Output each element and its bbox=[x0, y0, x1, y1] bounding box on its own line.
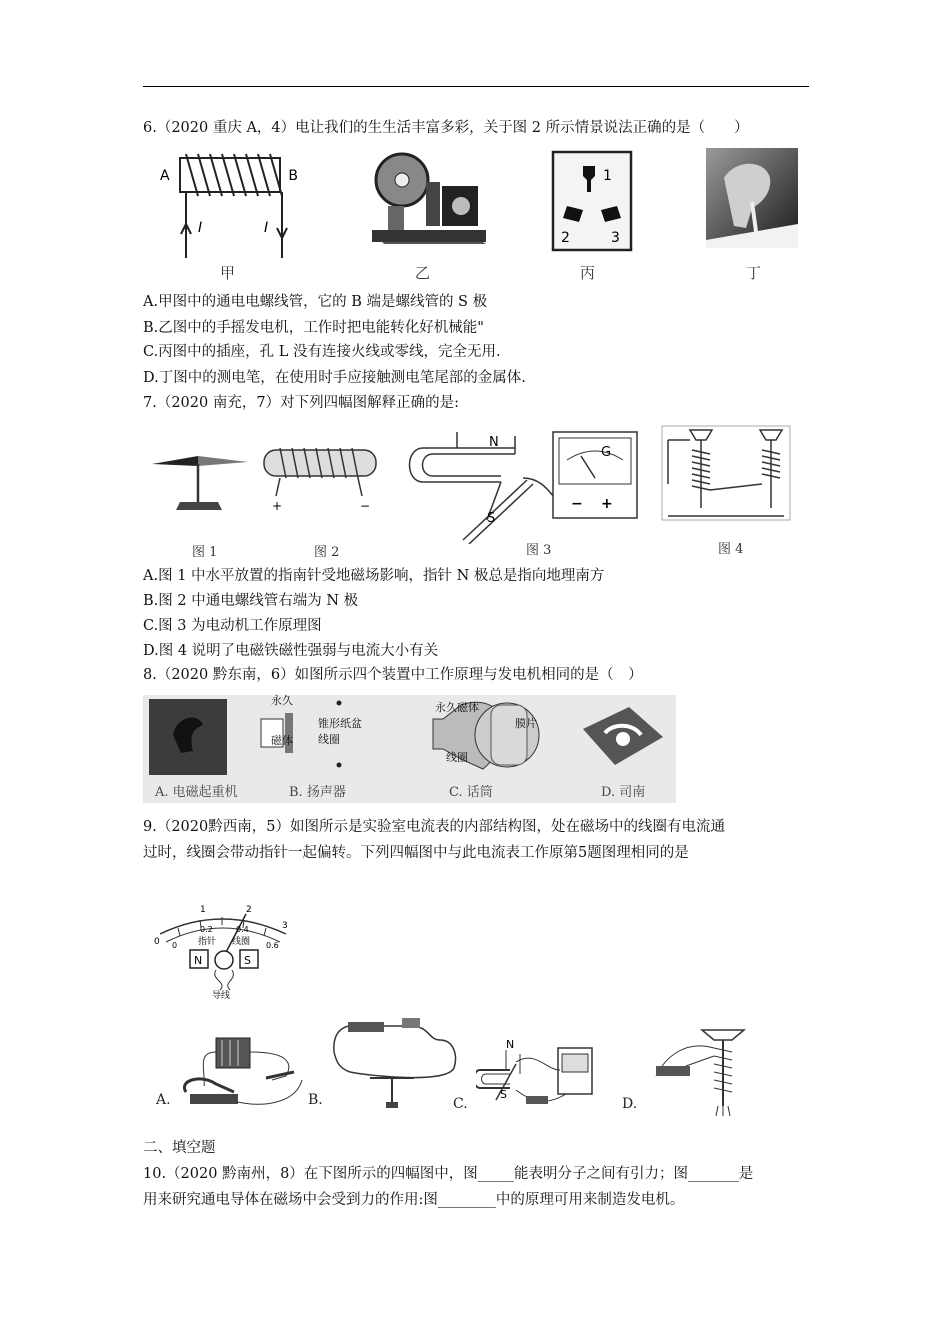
q9-option-d-label: D. bbox=[622, 1096, 638, 1112]
q6-figure-solenoid bbox=[148, 146, 298, 266]
q8-stem: 8.（2020 黔东南，6）如图所示四个装置中工作原理与发电机相同的是（ ） bbox=[143, 667, 643, 683]
s-pole-label: S bbox=[487, 511, 496, 526]
s-pole-label: S bbox=[244, 954, 251, 967]
q6-option-c: C.丙图中的插座，孔 L 没有连接火线或零线，完全无用. bbox=[143, 344, 501, 360]
q7-figure-coil bbox=[258, 440, 382, 518]
magnet-label-1: 永久 bbox=[271, 694, 293, 707]
header-rule bbox=[143, 86, 809, 87]
q7-figure-electromagnets bbox=[660, 424, 792, 524]
q9-option-c-label: C. bbox=[453, 1096, 468, 1112]
label-b: B bbox=[288, 168, 298, 184]
meter-tick-2: 2 bbox=[246, 905, 252, 915]
q9-stem-line1: 9.（2020黔西南，5）如图所示是实验室电流表的内部结构图，处在磁场中的线圈有电流通 bbox=[143, 819, 725, 835]
label-a: A bbox=[160, 168, 170, 184]
q9-option-c-figure bbox=[476, 1040, 606, 1116]
q6-option-d: D.丁图中的测电笔，在使用时手应接触测电笔尾部的金属体. bbox=[143, 370, 526, 386]
socket-hole-2: 2 bbox=[561, 230, 570, 246]
caption-bing: 丙 bbox=[580, 264, 596, 282]
label-i2: I bbox=[264, 220, 269, 236]
svg-text:+: + bbox=[601, 496, 613, 512]
n-pole-label: N bbox=[194, 954, 203, 967]
q10-line1: 10.（2020 黔南州，8）在下图所示的四幅图中，图_____能表明分子之间有引力；图_______是 bbox=[143, 1166, 754, 1182]
q8-caption-d: D. 司南 bbox=[601, 785, 646, 800]
magnet-label-3: 永久磁体 bbox=[435, 701, 479, 714]
meter-tick-1: 1 bbox=[200, 905, 206, 915]
c-n-label: N bbox=[506, 1040, 515, 1051]
caption-fig2: 图 2 bbox=[314, 545, 340, 560]
meter-tick-3: 3 bbox=[282, 921, 288, 931]
q7-option-c: C.图 3 为电动机工作原理图 bbox=[143, 618, 322, 634]
q8-caption-a: A. 电磁起重机 bbox=[155, 785, 238, 800]
wire-label: 导线 bbox=[212, 991, 231, 1000]
c-s-label: S bbox=[500, 1088, 507, 1101]
section-title: 二、填空题 bbox=[143, 1140, 216, 1156]
q6-stem: 6.（2020 重庆 A，4）电让我们的生生活丰富多彩，关于图 2 所示情景说法正确的是（ ） bbox=[143, 120, 749, 136]
caption-fig4: 图 4 bbox=[718, 542, 744, 557]
meter-scale-06: 0.6 bbox=[266, 941, 279, 950]
q7-figure-galvanometer bbox=[405, 428, 640, 544]
meter-scale-04: 0.4 bbox=[236, 925, 249, 934]
q7-option-d: D.图 4 说明了电磁铁磁性强弱与电流大小有关 bbox=[143, 643, 439, 659]
q9-option-a-figure bbox=[176, 1032, 306, 1112]
q6-option-b: B.乙图中的手摇发电机，工作时把电能转化好机械能" bbox=[143, 320, 484, 336]
q6-option-a: A.甲图中的通电电螺线管，它的 B 端是螺线管的 S 极 bbox=[143, 294, 488, 310]
caption-fig1: 图 1 bbox=[192, 545, 218, 560]
socket-hole-3: 3 bbox=[611, 230, 620, 246]
q6-figure-socket bbox=[551, 150, 633, 252]
q9-stem-line2: 过时，线圈会带动指针一起偏转。下列四幅图中与此电流表工作原第5题图理相同的是 bbox=[143, 845, 689, 861]
meter-scale-02: 0.2 bbox=[200, 925, 213, 934]
q9-option-a-label: A. bbox=[156, 1092, 171, 1108]
caption-ding: 丁 bbox=[746, 264, 762, 282]
magnet-label-2: 磁体 bbox=[271, 734, 293, 747]
q8-caption-c: C. 话筒 bbox=[449, 785, 493, 800]
plus-label: + bbox=[272, 499, 283, 513]
caption-jia: 甲 bbox=[220, 264, 236, 282]
pointer-label: 指针 bbox=[198, 937, 217, 947]
coil-label: 线圈 bbox=[232, 937, 251, 947]
caption-yi: 乙 bbox=[415, 264, 431, 282]
coil-label: 线圈 bbox=[318, 733, 340, 746]
q9-figure-ammeter-structure bbox=[150, 898, 296, 1000]
meter-scale-0: 0 bbox=[172, 941, 178, 950]
q7-option-a: A.图 1 中水平放置的指南针受地磁场影响，指针 N 极总是指向地理南方 bbox=[143, 568, 605, 584]
q7-option-b: B.图 2 中通电螺线管右端为 N 极 bbox=[143, 593, 359, 609]
q8-figure-strip bbox=[143, 695, 676, 803]
q9-option-b-label: B. bbox=[308, 1092, 323, 1108]
n-pole-label: N bbox=[489, 435, 499, 450]
q6-figure-generator bbox=[366, 150, 492, 254]
q7-stem: 7.（2020 南充，7）对下列四幅图解释正确的是: bbox=[143, 395, 459, 411]
minus-label: − bbox=[360, 499, 371, 513]
svg-text:−: − bbox=[571, 496, 583, 512]
q9-option-d-figure bbox=[646, 1026, 758, 1118]
q10-line2: 用来研究通电导体在磁场中会受到力的作用:图________中的原理可用来制造发电机。 bbox=[143, 1192, 685, 1208]
coil2-label: 线圈 bbox=[446, 751, 468, 764]
meter-tick-0: 0 bbox=[154, 937, 160, 947]
socket-hole-1: 1 bbox=[603, 168, 612, 184]
q9-option-b-figure bbox=[330, 1016, 460, 1112]
membrane-label: 膜片 bbox=[515, 717, 537, 730]
label-i: I bbox=[198, 220, 203, 236]
g-label: G bbox=[601, 445, 612, 460]
cone-label: 锥形纸盆 bbox=[318, 717, 362, 730]
q8-caption-b: B. 扬声器 bbox=[289, 785, 346, 800]
q6-figure-tester-photo bbox=[706, 148, 798, 250]
q7-figure-compass bbox=[148, 440, 252, 518]
caption-fig3: 图 3 bbox=[526, 543, 552, 558]
